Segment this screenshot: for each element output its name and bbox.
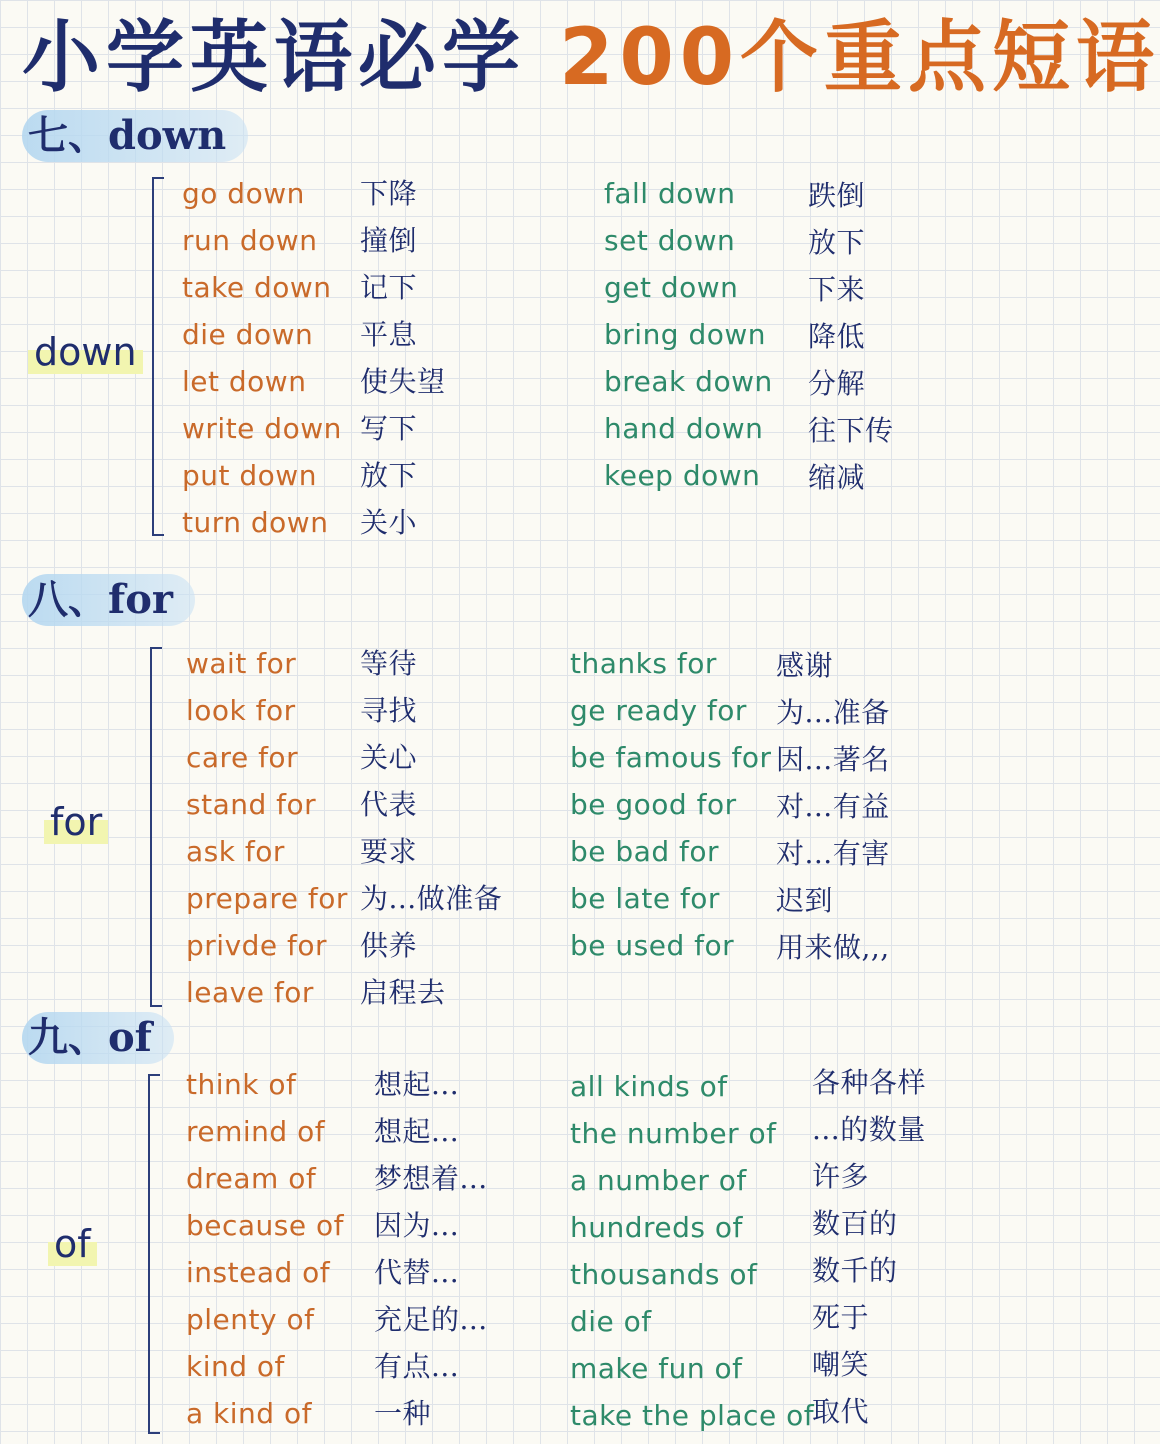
meaning: 跌倒: [808, 179, 866, 212]
phrase: prepare for: [186, 882, 348, 915]
phrase: die of: [570, 1305, 652, 1338]
phrase: hand down: [604, 412, 764, 445]
meaning: 分解: [808, 367, 866, 400]
meaning: 对...有益: [776, 790, 890, 823]
left-phrase-list: [186, 1061, 344, 1437]
right-meaning-list: [776, 642, 890, 971]
phrase: kind of: [186, 1350, 285, 1383]
meaning: 降低: [808, 320, 866, 353]
page-title: [22, 8, 1160, 108]
left-meaning-list: [360, 170, 446, 546]
section-key-label: for: [44, 800, 108, 844]
phrase: be bad for: [570, 835, 720, 868]
meaning: 数千的: [812, 1254, 898, 1287]
left-meaning-list: [374, 1061, 488, 1437]
meaning: 各种各样: [812, 1066, 927, 1099]
phrase: a kind of: [186, 1397, 312, 1430]
phrase: ge ready for: [570, 694, 747, 727]
right-phrase-list: [570, 1063, 814, 1439]
phrase: the number of: [570, 1117, 777, 1150]
phrase: because of: [186, 1209, 345, 1242]
meaning: 为...准备: [776, 696, 890, 729]
phrase: take the place of: [570, 1399, 815, 1432]
meaning: 嘲笑: [812, 1348, 870, 1381]
meaning: 一种: [374, 1397, 432, 1430]
meaning: 关心: [360, 741, 418, 774]
phrase: take down: [182, 271, 332, 304]
section-heading: 八、for: [22, 574, 195, 626]
phrase: be used for: [570, 929, 735, 962]
phrase: dream of: [186, 1162, 317, 1195]
meaning: 为...做准备: [360, 882, 503, 915]
phrase: keep down: [604, 459, 761, 492]
meaning: 启程去: [360, 976, 446, 1009]
right-phrase-list: [604, 170, 773, 499]
phrase: all kinds of: [570, 1070, 728, 1103]
phrase: make fun of: [570, 1352, 743, 1385]
meaning: ...的数量: [812, 1113, 926, 1146]
meaning: 写下: [360, 412, 418, 445]
phrase: ask for: [186, 835, 285, 868]
phrase: remind of: [186, 1115, 326, 1148]
phrase: bring down: [604, 318, 767, 351]
meaning: 感谢: [776, 649, 834, 682]
meaning: 记下: [360, 271, 418, 304]
left-phrase-list: [186, 640, 348, 1016]
meaning: 用来做,,,: [776, 931, 890, 964]
meaning: 迟到: [776, 884, 834, 917]
meaning: 关小: [360, 506, 418, 539]
phrase: put down: [182, 459, 317, 492]
phrase: turn down: [182, 506, 329, 539]
meaning: 撞倒: [360, 224, 418, 257]
phrase: fall down: [604, 177, 736, 210]
phrase: set down: [604, 224, 736, 257]
phrase: be late for: [570, 882, 720, 915]
meaning: 想起...: [374, 1115, 460, 1148]
section-key-label: of: [48, 1222, 97, 1266]
meaning: 平息: [360, 318, 418, 351]
meaning: 因...著名: [776, 743, 890, 776]
meaning: 使失望: [360, 365, 446, 398]
phrase: die down: [182, 318, 314, 351]
phrase: get down: [604, 271, 739, 304]
phrase: be good for: [570, 788, 737, 821]
phrase: a number of: [570, 1164, 747, 1197]
left-meaning-list: [360, 640, 502, 1016]
section-heading: 七、down: [22, 110, 248, 162]
meaning: 下降: [360, 177, 418, 210]
meaning: 往下传: [808, 414, 894, 447]
phrase: plenty of: [186, 1303, 315, 1336]
meaning: 供养: [360, 929, 418, 962]
bracket: [150, 647, 162, 1007]
phrase: leave for: [186, 976, 314, 1009]
phrase: care for: [186, 741, 299, 774]
title-part2: 200个重点短语: [559, 13, 1160, 103]
phrase: instead of: [186, 1256, 331, 1289]
meaning: 有点...: [374, 1350, 460, 1383]
meaning: 对...有害: [776, 837, 890, 870]
meaning: 充足的...: [374, 1303, 488, 1336]
meaning: 代替...: [374, 1256, 460, 1289]
phrase: wait for: [186, 647, 297, 680]
section-key-label: down: [28, 330, 143, 374]
meaning: 死于: [812, 1301, 870, 1334]
phrase: think of: [186, 1068, 297, 1101]
meaning: 梦想着...: [374, 1162, 488, 1195]
meaning: 取代: [812, 1395, 870, 1428]
left-phrase-list: [182, 170, 342, 546]
phrase: be famous for: [570, 741, 772, 774]
section-heading: 九、of: [22, 1012, 174, 1064]
right-meaning-list: [812, 1059, 926, 1435]
phrase: write down: [182, 412, 342, 445]
meaning: 想起...: [374, 1068, 460, 1101]
phrase: go down: [182, 177, 305, 210]
meaning: 下来: [808, 273, 866, 306]
meaning: 因为...: [374, 1209, 460, 1242]
right-meaning-list: [808, 172, 894, 501]
meaning: 寻找: [360, 694, 418, 727]
phrase: hundreds of: [570, 1211, 743, 1244]
phrase: privde for: [186, 929, 328, 962]
meaning: 等待: [360, 647, 418, 680]
meaning: 放下: [808, 226, 866, 259]
phrase: thousands of: [570, 1258, 758, 1291]
phrase: stand for: [186, 788, 317, 821]
phrase: let down: [182, 365, 307, 398]
right-phrase-list: [570, 640, 772, 969]
bracket: [148, 1074, 160, 1434]
meaning: 数百的: [812, 1207, 898, 1240]
meaning: 代表: [360, 788, 418, 821]
meaning: 放下: [360, 459, 418, 492]
bracket: [152, 177, 164, 536]
title-part1: 小学英语必学: [22, 13, 527, 103]
phrase: thanks for: [570, 647, 717, 680]
meaning: 缩减: [808, 461, 866, 494]
meaning: 要求: [360, 835, 418, 868]
meaning: 许多: [812, 1160, 870, 1193]
phrase: look for: [186, 694, 296, 727]
phrase: run down: [182, 224, 318, 257]
phrase: break down: [604, 365, 773, 398]
